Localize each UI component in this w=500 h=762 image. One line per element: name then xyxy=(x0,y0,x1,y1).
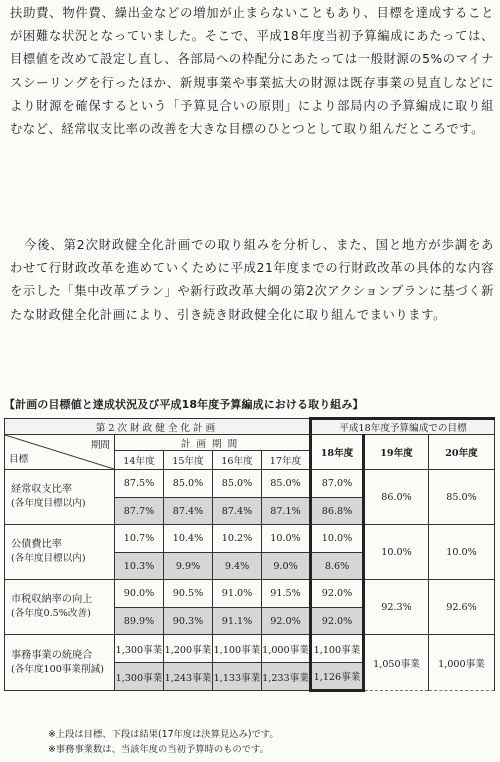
result-value: 9.0% xyxy=(262,553,311,580)
result-value: 90.3% xyxy=(164,608,213,635)
result-value: 1,243事業 xyxy=(164,663,213,691)
note-2: ※事務事業数は、当該年度の当初予算時のものです。 xyxy=(48,743,269,755)
target-value: 1,000事業 xyxy=(262,635,311,663)
result-value-18: 8.6% xyxy=(311,553,364,580)
future-target: 92.3% xyxy=(364,580,429,635)
target-value: 1,300事業 xyxy=(115,635,164,663)
result-value: 9.9% xyxy=(164,553,213,580)
future-target: 10.0% xyxy=(364,525,429,580)
result-value: 9.4% xyxy=(213,553,262,580)
year-header-17: 17年度 xyxy=(262,451,311,470)
header-diagonal-cell xyxy=(5,435,115,470)
table-notes xyxy=(48,728,279,757)
result-value: 87.7% xyxy=(115,498,164,525)
goals-table xyxy=(4,417,495,692)
item-debt-service-ratio: 公債費比率 (各年度目標以内) xyxy=(5,525,115,580)
year-header-15: 15年度 xyxy=(164,451,213,470)
plan-header: 第2次財政健全化計画 xyxy=(5,419,311,435)
result-value: 1,300事業 xyxy=(115,663,164,691)
year-header-16: 16年度 xyxy=(213,451,262,470)
result-value: 1,133事業 xyxy=(213,663,262,691)
target-value: 10.2% xyxy=(213,525,262,553)
note-1: ※上段は目標、下段は結果(17年度は決算見込み)です。 xyxy=(48,729,279,740)
target-value: 85.0% xyxy=(213,470,262,498)
item-current-balance-ratio: 経常収支比率 (各年度目標以内) xyxy=(5,470,115,525)
target-value: 90.0% xyxy=(115,580,164,608)
target-value: 85.0% xyxy=(262,470,311,498)
year-header-20: 20年度 xyxy=(429,435,495,470)
year-header-14: 14年度 xyxy=(115,451,164,470)
future-target: 86.0% xyxy=(364,470,429,525)
result-value: 10.3% xyxy=(115,553,164,580)
year-header-19: 19年度 xyxy=(364,435,429,470)
item-program-consolidation: 事務事業の統廃合 (各年度100事業削減) xyxy=(5,635,115,691)
target-value: 85.0% xyxy=(164,470,213,498)
result-value: 1,233事業 xyxy=(262,663,311,691)
target-value: 10.4% xyxy=(164,525,213,553)
target-value: 91.5% xyxy=(262,580,311,608)
item-tax-collection-rate: 市税収納率の向上 (各年度0.5%改善) xyxy=(5,580,115,635)
period-label: 期間 xyxy=(90,440,110,451)
result-value: 92.0% xyxy=(262,608,311,635)
target-value: 10.7% xyxy=(115,525,164,553)
budget-header: 平成18年度予算編成での目標 xyxy=(311,419,495,435)
result-value: 87.4% xyxy=(164,498,213,525)
target-value: 91.0% xyxy=(213,580,262,608)
result-value-18: 1,126事業 xyxy=(311,663,364,691)
result-value: 87.4% xyxy=(213,498,262,525)
target-value-18: 87.0% xyxy=(311,470,364,498)
body-paragraph-1: 扶助費、物件費、繰出金などの増加が止まらないこともあり、目標を達成することが困難な状況となっていました。そこで、平成18年度当初予算編成にあたっては、目標値を改めて設定し直し、各部局への枠配分にあたっては一般財源の5%のマイナスシーリングを行ったほか、新規事業や事業拡大の財源は既存事業の見直しなどにより財源を確保するという「予算見合いの原則」により部局内の予算編成に取り組むなど、経常収支比率の改善を大きな目標のひとつとして取り組んだところです。 xyxy=(10,6,494,137)
future-target: 85.0% xyxy=(429,470,495,525)
section-title: 【計画の目標値と達成状況及び平成18年度予算編成における取り組み】 xyxy=(4,398,364,411)
future-target: 1,050事業 xyxy=(364,635,429,691)
future-target: 10.0% xyxy=(429,525,495,580)
result-value: 91.1% xyxy=(213,608,262,635)
target-value: 1,200事業 xyxy=(164,635,213,663)
result-value: 89.9% xyxy=(115,608,164,635)
target-value: 87.5% xyxy=(115,470,164,498)
target-value: 90.5% xyxy=(164,580,213,608)
year-header-18: 18年度 xyxy=(311,435,364,470)
plan-period-header: 計画期間 xyxy=(115,435,311,451)
target-value-18: 1,100事業 xyxy=(311,635,364,663)
target-value: 1,100事業 xyxy=(213,635,262,663)
target-value-18: 10.0% xyxy=(311,525,364,553)
future-target: 1,000事業 xyxy=(429,635,495,691)
future-target: 92.6% xyxy=(429,580,495,635)
result-value-18: 92.0% xyxy=(311,608,364,635)
item-label: 目標 xyxy=(9,454,29,465)
target-value-18: 92.0% xyxy=(311,580,364,608)
result-value-18: 86.8% xyxy=(311,498,364,525)
result-value: 87.1% xyxy=(262,498,311,525)
target-value: 10.0% xyxy=(262,525,311,553)
body-paragraph-2: 今後、第2次財政健全化計画での取り組みを分析し、また、国と地方が歩調をあわせて行財政改革を進めていくために平成21年度までの行財政改革の具体的な内容を示した「集中改革プラン」や新行政改革大綱の第2次アクションプランに基づく新たな財政健全化計画により、引き続き財政健全化に取り組んでまいります。 xyxy=(10,238,494,322)
